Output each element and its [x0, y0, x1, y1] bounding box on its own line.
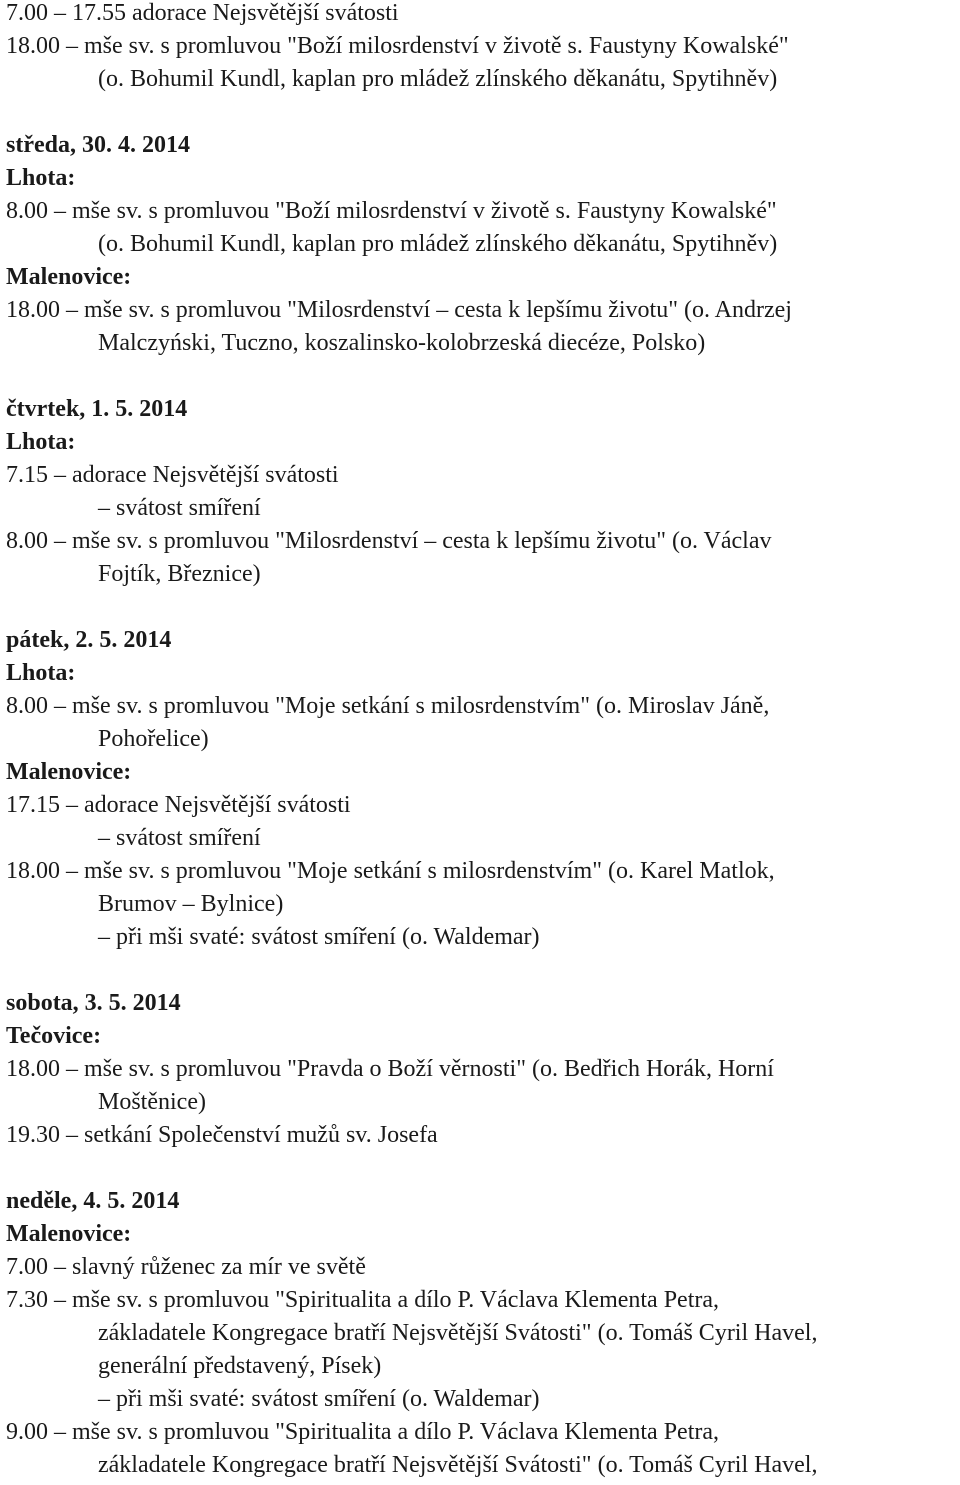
schedule-subentry: – při mši svaté: svátost smíření (o. Waldemar) — [98, 1386, 540, 1412]
day-heading: čtvrtek, 1. 5. 2014 — [6, 396, 188, 422]
location-heading: Lhota: — [6, 165, 76, 191]
schedule-subentry: – při mši svaté: svátost smíření (o. Waldemar) — [98, 924, 540, 950]
location-heading: Malenovice: — [6, 264, 132, 290]
schedule-entry: 19.30 – setkání Společenství mužů sv. Josefa — [6, 1122, 438, 1148]
day-heading: pátek, 2. 5. 2014 — [6, 627, 172, 653]
schedule-entry: 7.00 – 17.55 adorace Nejsvětější svátosti — [6, 0, 399, 26]
day-heading: středa, 30. 4. 2014 — [6, 132, 190, 158]
schedule-entry: 8.00 – mše sv. s promluvou "Boží milosrdenství v životě s. Faustyny Kowalské" — [6, 198, 777, 224]
schedule-entry: 8.00 – mše sv. s promluvou "Moje setkání s milosrdenstvím" (o. Miroslav Jáně, — [6, 693, 770, 719]
location-heading: Lhota: — [6, 660, 76, 686]
schedule-entry: 7.15 – adorace Nejsvětější svátosti — [6, 462, 339, 488]
location-heading: Lhota: — [6, 429, 76, 455]
schedule-entry-continuation: generální představený, Písek) — [98, 1353, 382, 1379]
location-heading: Malenovice: — [6, 1221, 132, 1247]
schedule-entry-continuation: Brumov – Bylnice) — [98, 891, 284, 917]
schedule-entry: 18.00 – mše sv. s promluvou "Moje setkání s milosrdenstvím" (o. Karel Matlok, — [6, 858, 775, 884]
schedule-entry: 8.00 – mše sv. s promluvou "Milosrdenství – cesta k lepšímu životu" (o. Václav — [6, 528, 772, 554]
schedule-entry-continuation: Pohořelice) — [98, 726, 209, 752]
schedule-entry-continuation: Moštěnice) — [98, 1089, 206, 1115]
day-heading: neděle, 4. 5. 2014 — [6, 1188, 180, 1214]
schedule-entry: 7.00 – slavný růženec za mír ve světě — [6, 1254, 366, 1280]
schedule-entry: 7.30 – mše sv. s promluvou "Spiritualita a dílo P. Václava Klementa Petra, — [6, 1287, 720, 1313]
schedule-entry-continuation: základatele Kongregace bratří Nejsvětější Svátosti" (o. Tomáš Cyril Havel, — [98, 1452, 818, 1478]
schedule-entry: 9.00 – mše sv. s promluvou "Spiritualita a dílo P. Václava Klementa Petra, — [6, 1419, 720, 1445]
schedule-entry-continuation: základatele Kongregace bratří Nejsvětější Svátosti" (o. Tomáš Cyril Havel, — [98, 1320, 818, 1346]
schedule-entry-continuation: Malczyński, Tuczno, koszalinsko-kolobrzeská diecéze, Polsko) — [98, 330, 706, 356]
location-heading: Malenovice: — [6, 759, 132, 785]
schedule-entry: 17.15 – adorace Nejsvětější svátosti — [6, 792, 351, 818]
schedule-entry: 18.00 – mše sv. s promluvou "Boží milosrdenství v životě s. Faustyny Kowalské" — [6, 33, 789, 59]
schedule-entry: 18.00 – mše sv. s promluvou "Pravda o Boží věrnosti" (o. Bedřich Horák, Horní — [6, 1056, 774, 1082]
day-heading: sobota, 3. 5. 2014 — [6, 990, 181, 1016]
schedule-subentry: – svátost smíření — [98, 825, 261, 851]
schedule-entry-continuation: (o. Bohumil Kundl, kaplan pro mládež zlínského děkanátu, Spytihněv) — [98, 66, 778, 92]
schedule-entry-continuation: Fojtík, Březnice) — [98, 561, 261, 587]
schedule-entry-continuation: (o. Bohumil Kundl, kaplan pro mládež zlínského děkanátu, Spytihněv) — [98, 231, 778, 257]
location-heading: Tečovice: — [6, 1023, 102, 1049]
schedule-entry: 18.00 – mše sv. s promluvou "Milosrdenství – cesta k lepšímu životu" (o. Andrzej — [6, 297, 792, 323]
schedule-subentry: – svátost smíření — [98, 495, 261, 521]
